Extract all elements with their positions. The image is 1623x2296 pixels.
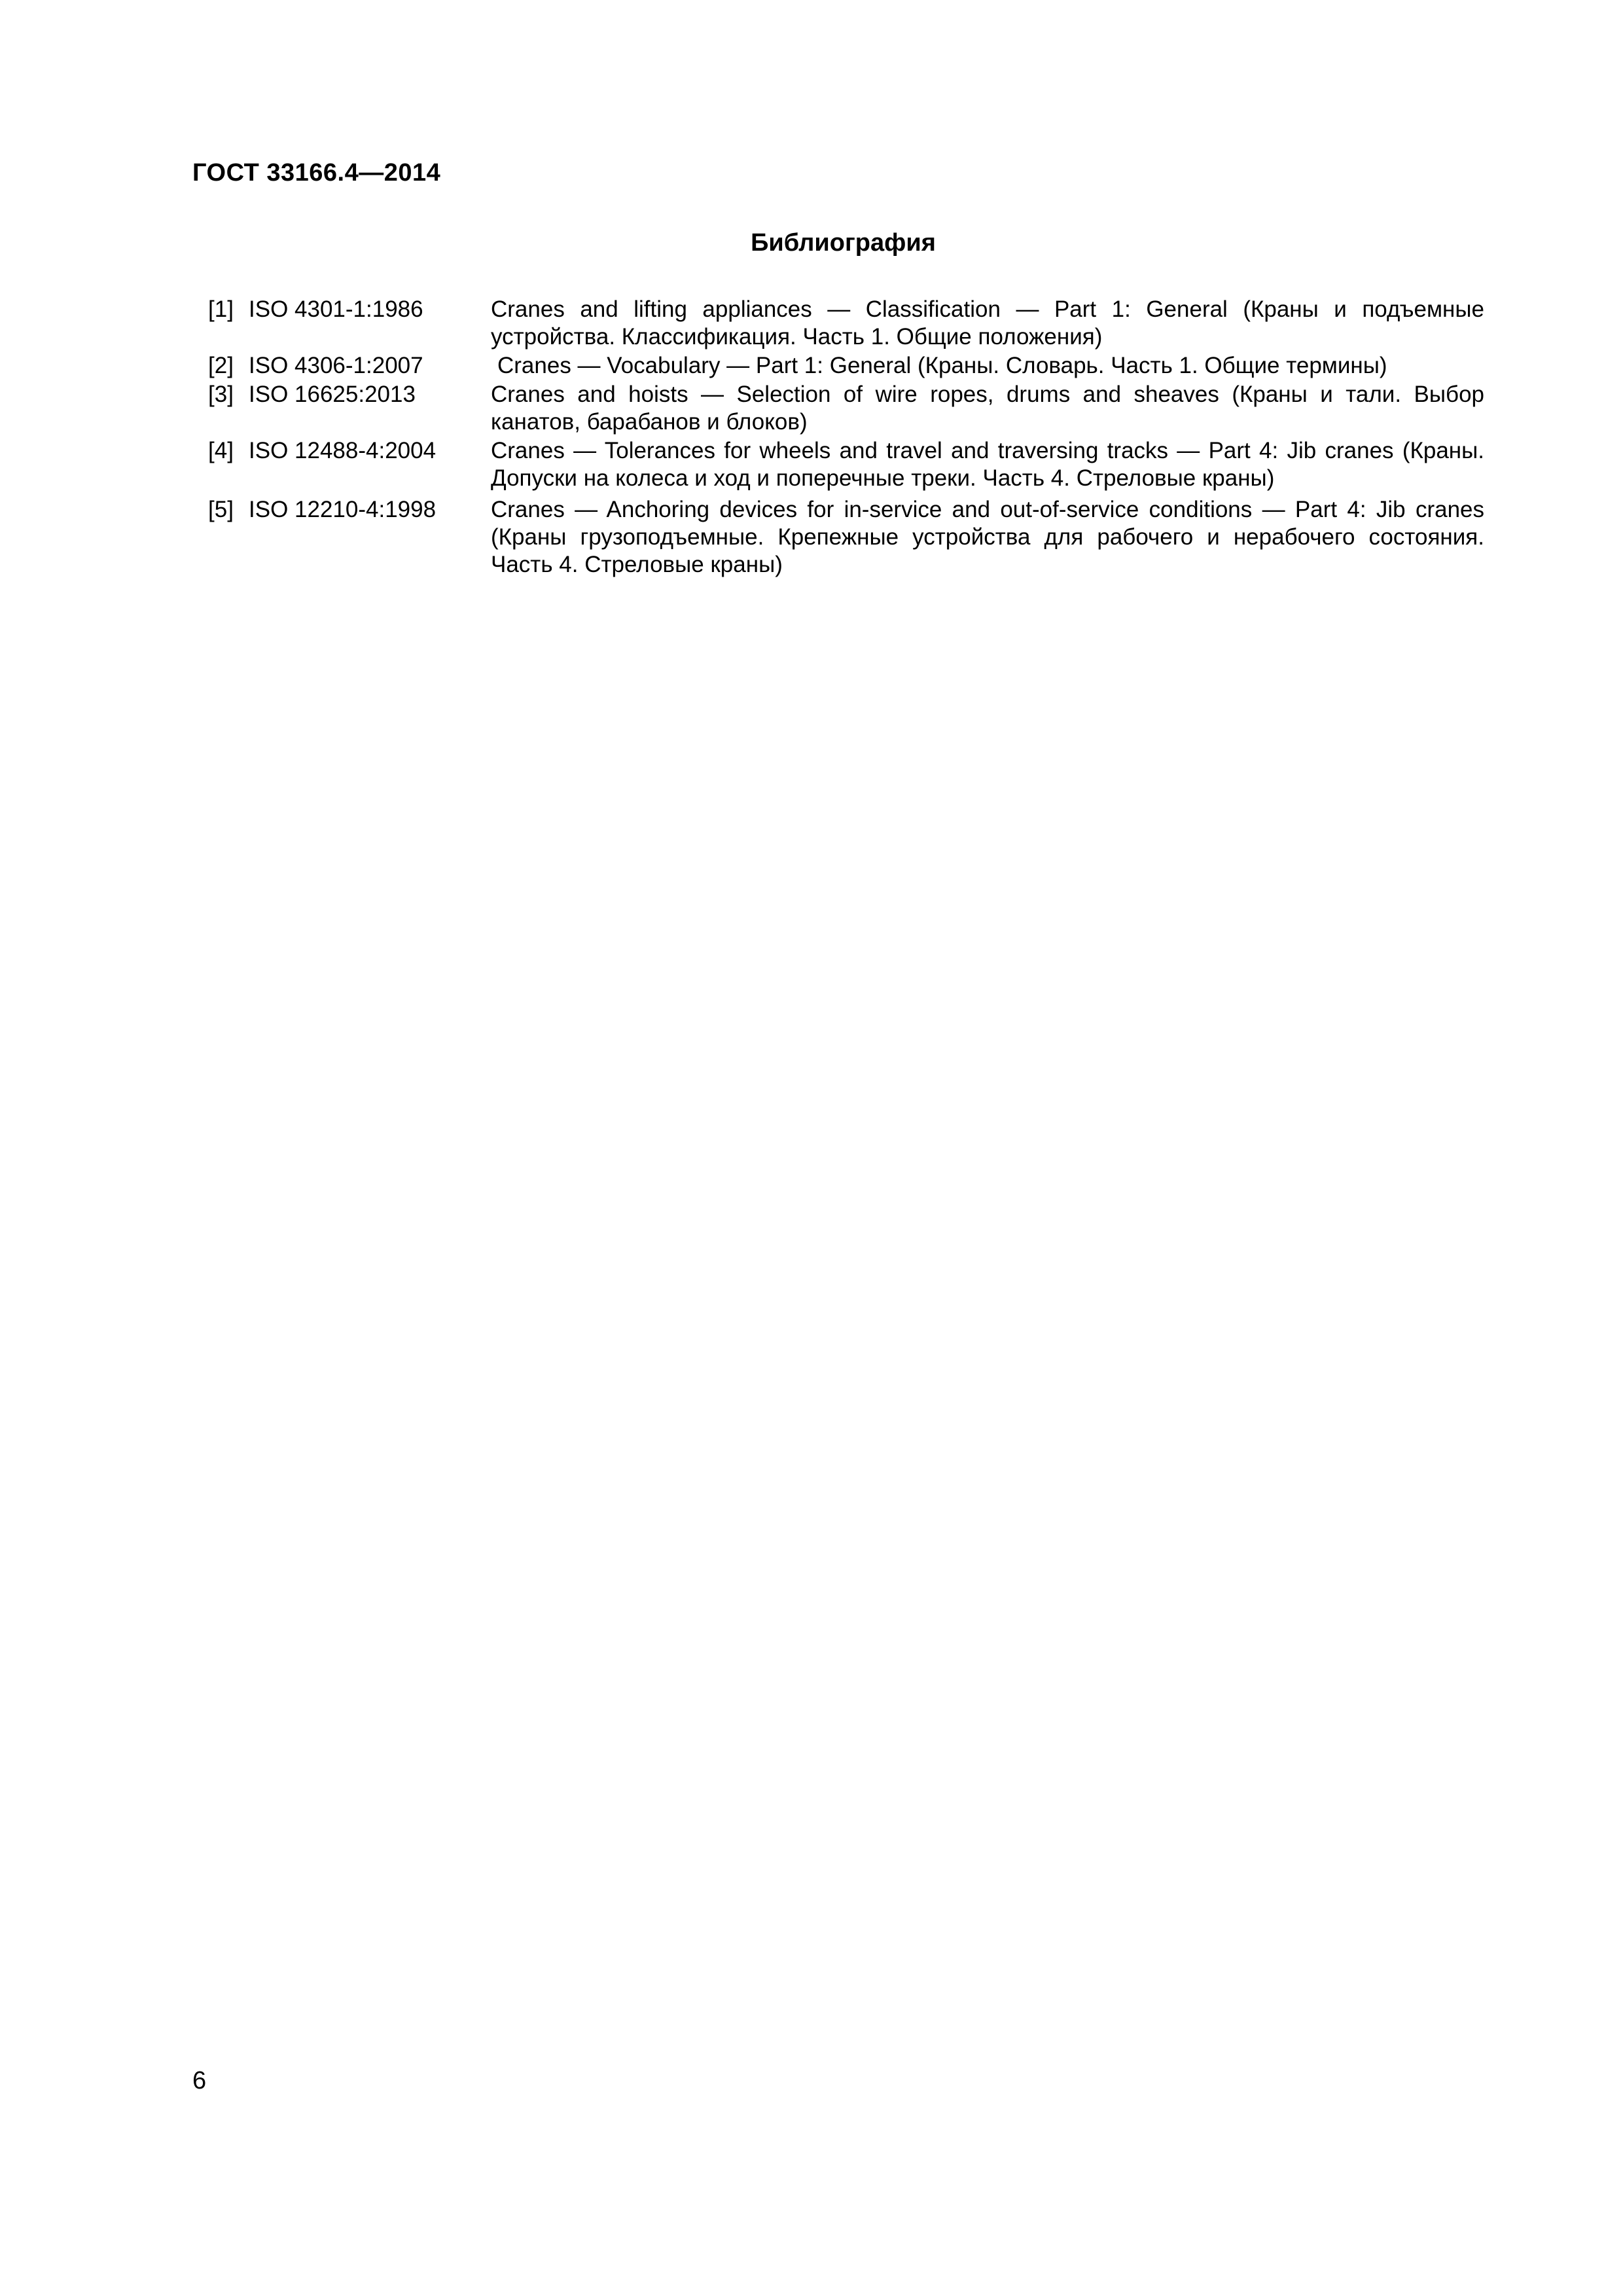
entry-number: [4] [208,438,234,463]
entry-number: [5] [208,497,234,522]
entry-description: Cranes and hoists — Selection of wire ropes, drums and sheaves (Краны и тали. Выбор канатов, барабанов и блоков) [491,382,1484,435]
entry-number: [2] [208,353,234,378]
entry-description: Cranes — Vocabulary — Part 1: General (Краны. Словарь. Часть 1. Общие термины) [497,353,1387,378]
entry-number: [3] [208,382,234,407]
entry-description: Cranes and lifting appliances — Classification — Part 1: General (Краны и подъемные устройства. Классификация. Часть 1. Общие положения) [491,296,1484,350]
bibliography-entry [208,381,1484,436]
page-number: 6 [192,2067,207,2094]
bibliography-entry [208,296,1484,351]
bibliography-entry [208,437,1484,492]
entry-description: Cranes — Tolerances for wheels and travel and traversing tracks — Part 4: Jib cranes (Краны. Допуски на колеса и ход и поперечные треки. Часть 4. Стреловые краны) [491,438,1484,491]
entry-standard-code: ISO 4301-1:1986 [249,296,423,322]
entry-standard-code: ISO 12210-4:1998 [249,497,437,522]
bibliography-entry [208,496,1484,579]
document-code-header: ГОСТ 33166.4—2014 [192,159,441,187]
entry-standard-code: ISO 4306-1:2007 [249,353,423,378]
entry-number: [1] [208,296,234,322]
bibliography-entry [208,352,1484,380]
entry-description: Cranes — Anchoring devices for in-service and out-of-service conditions — Part 4: Jib cranes (Краны грузоподъемные. Крепежные устройства для рабочего и нерабочего состояния. Часть 4. Стреловые краны) [491,497,1484,577]
bibliography-title: Библиография [751,229,936,257]
bibliography-list [208,296,1484,580]
entry-standard-code: ISO 12488-4:2004 [249,438,437,463]
entry-standard-code: ISO 16625:2013 [249,382,416,407]
